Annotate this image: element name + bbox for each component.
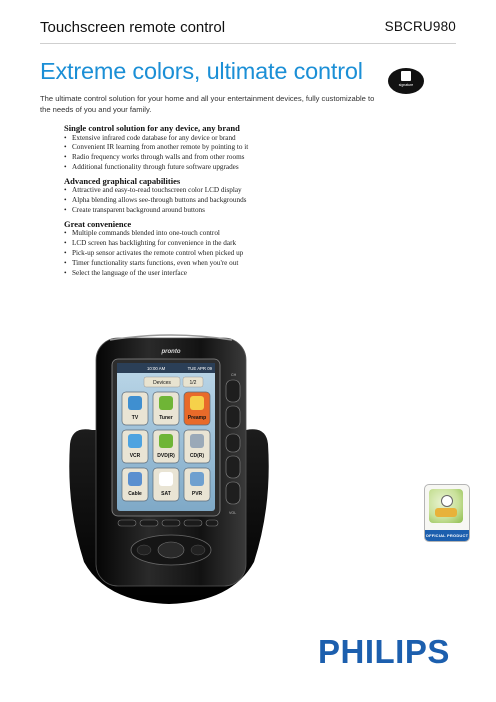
side-label-vol: VOL	[229, 511, 237, 515]
feature-item: • Create transparent background around buttons	[64, 206, 364, 216]
official-product-badge	[424, 484, 470, 542]
device-button-label: PVR	[191, 491, 203, 497]
feature-item: • Alpha blending allows see-through buttons and backgrounds	[64, 196, 364, 206]
device-panel-label: Devices	[153, 380, 171, 386]
feature-item: • Additional functionality through future software upgrades	[64, 163, 364, 173]
device-button-label: CD(R)	[189, 453, 205, 459]
feature-item: • Convenient IR learning from another remote by pointing to it	[64, 143, 364, 153]
device-button-label: DVD(R)	[157, 453, 175, 459]
device-button-icon	[159, 396, 173, 410]
feature-bullets	[64, 134, 364, 173]
feature-bullets	[64, 186, 364, 215]
feature-item: • Timer functionality starts functions, even when you're out	[64, 259, 364, 269]
feature-group	[64, 123, 364, 173]
product-photo	[66, 326, 272, 608]
wc-emblem	[429, 489, 463, 523]
feature-heading: Great convenience	[64, 218, 132, 229]
feature-group	[64, 219, 364, 279]
side-buttons	[226, 380, 240, 504]
device-logo: pronto	[161, 349, 181, 355]
device-page: 1/2	[189, 380, 197, 386]
feature-list	[64, 123, 364, 281]
headline: Extreme colors, ultimate control	[40, 58, 363, 84]
feature-item: • Extensive infrared code database for any device or brand	[64, 134, 364, 144]
device-button-label: Preamp	[187, 415, 207, 421]
feature-bullets	[64, 229, 364, 278]
device-button-label: Tuner	[159, 415, 173, 421]
badge-icon	[401, 71, 411, 81]
feature-heading: Single control solution for any device, any brand	[64, 123, 240, 133]
device-button-icon	[190, 472, 204, 486]
side-label-ch: CH	[231, 373, 237, 377]
device-button-grid	[122, 392, 210, 501]
device-button-icon	[159, 434, 173, 448]
device-date: TUE APR 09	[187, 366, 212, 371]
brand-logo: PHILIPS	[318, 633, 450, 670]
device-button-label: SAT	[161, 491, 171, 497]
header-divider	[40, 43, 456, 44]
feature-item: • Attractive and easy-to-read touchscreen color LCD display	[64, 186, 364, 196]
device-time: 10:00 AM	[147, 366, 166, 371]
device-button-icon	[128, 396, 142, 410]
feature-item: • Radio frequency works through walls and from other rooms	[64, 153, 364, 163]
signature-badge	[388, 68, 424, 94]
device-button-icon	[128, 434, 142, 448]
device-button-label: VCR	[129, 453, 141, 459]
badge-text: signature	[398, 83, 414, 87]
header-title: Touchscreen remote control	[40, 19, 226, 36]
feature-item: • Select the language of the user interface	[64, 269, 364, 279]
device-button-label: TV	[131, 415, 139, 421]
feature-heading: Advanced graphical capabilities	[64, 175, 181, 186]
device-button-label: Cable	[128, 491, 142, 497]
feature-group	[64, 176, 364, 216]
device-button-icon	[159, 472, 173, 486]
model-code: SBCRU980	[384, 19, 456, 34]
feature-item: • Multiple commands blended into one-touch control	[64, 229, 364, 239]
device-button-icon	[190, 396, 204, 410]
device-button-icon	[128, 472, 142, 486]
feature-item: • Pick-up sensor activates the remote control when picked up	[64, 249, 364, 259]
intro-text: The ultimate control solution for your home and all your entertainment devices, fully customizable to the needs of you and your family.	[40, 94, 375, 114]
feature-item: • LCD screen has backlighting for convenience in the dark	[64, 239, 364, 249]
device-button-icon	[190, 434, 204, 448]
official-product-label: OFFICIAL PRODUCT	[425, 530, 469, 541]
